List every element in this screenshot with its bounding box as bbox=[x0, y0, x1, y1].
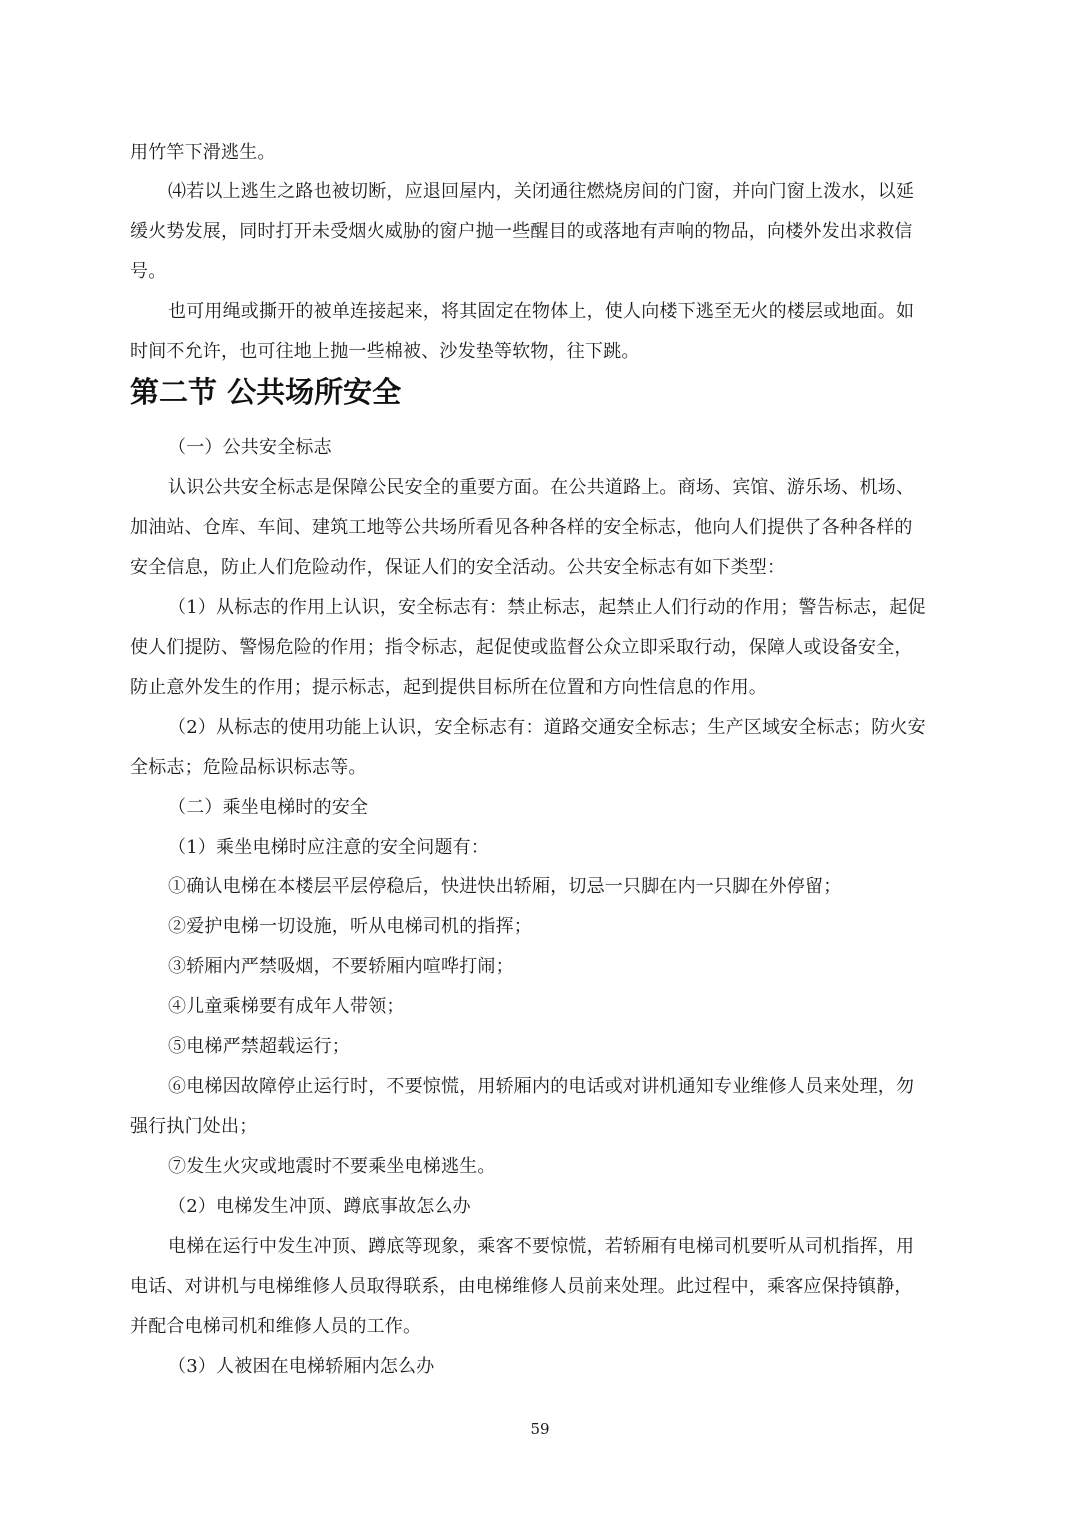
text-line: 号。 bbox=[130, 261, 167, 282]
subsection-heading: （一）公共安全标志 bbox=[168, 437, 332, 458]
list-item: ③轿厢内严禁吸烟，不要轿厢内喧哗打闹； bbox=[168, 956, 514, 977]
text-line: 电梯在运行中发生冲顶、蹲底等现象，乘客不要惊慌，若轿厢有电梯司机要听从司机指挥，用 bbox=[168, 1236, 915, 1257]
text-line: 并配合电梯司机和维修人员的工作。 bbox=[130, 1316, 422, 1337]
text-line: 缓火势发展，同时打开未受烟火威胁的窗户抛一些醒目的或落地有声响的物品，向楼外发出求救信 bbox=[130, 221, 913, 242]
page-number: 59 bbox=[530, 1420, 550, 1438]
text-line: 安全信息，防止人们危险动作，保证人们的安全活动。公共安全标志有如下类型： bbox=[130, 557, 786, 578]
text-line: （3）人被困在电梯轿厢内怎么办 bbox=[168, 1356, 435, 1377]
text-line: （2）从标志的使用功能上认识，安全标志有：道路交通安全标志；生产区域安全标志；防火安 bbox=[168, 717, 926, 738]
text-line: 认识公共安全标志是保障公民安全的重要方面。在公共道路上。商场、宾馆、游乐场、机场、 bbox=[168, 477, 915, 498]
text-line: 电话、对讲机与电梯维修人员取得联系，由电梯维修人员前来处理。此过程中，乘客应保持镇静， bbox=[130, 1276, 913, 1297]
section-heading: 第二节 公共场所安全 bbox=[130, 375, 402, 409]
list-item: ⑤电梯严禁超载运行； bbox=[168, 1036, 350, 1057]
text-line: （1）乘坐电梯时应注意的安全问题有： bbox=[168, 837, 490, 858]
text-line: 时间不允许，也可往地上抛一些棉被、沙发垫等软物，往下跳。 bbox=[130, 341, 640, 362]
list-item: ④儿童乘梯要有成年人带领； bbox=[168, 996, 405, 1017]
text-line: 用竹竿下滑逃生。 bbox=[130, 142, 276, 163]
text-line: 全标志；危险品标识标志等。 bbox=[130, 757, 367, 778]
list-item: ②爱护电梯一切设施，听从电梯司机的指挥； bbox=[168, 916, 532, 937]
text-line: ⑷若以上逃生之路也被切断，应退回屋内，关闭通往燃烧房间的门窗，并向门窗上泼水，以延 bbox=[168, 181, 915, 202]
text-line: 也可用绳或撕开的被单连接起来，将其固定在物体上，使人向楼下逃至无火的楼层或地面。如 bbox=[168, 301, 915, 322]
text-line: 加油站、仓库、车间、建筑工地等公共场所看见各种各样的安全标志，他向人们提供了各种各样的 bbox=[130, 517, 913, 538]
list-item: ①确认电梯在本楼层平层停稳后，快进快出轿厢，切忌一只脚在内一只脚在外停留； bbox=[168, 876, 842, 897]
text-line: 使人们提防、警惕危险的作用；指令标志，起促使或监督公众立即采取行动，保障人或设备安全， bbox=[130, 637, 913, 658]
text-line: （1）从标志的作用上认识，安全标志有：禁止标志，起禁止人们行动的作用；警告标志，起促 bbox=[168, 597, 926, 618]
text-line: 防止意外发生的作用；提示标志，起到提供目标所在位置和方向性信息的作用。 bbox=[130, 677, 767, 698]
text-line: （2）电梯发生冲顶、蹲底事故怎么办 bbox=[168, 1196, 471, 1217]
list-item: ⑥电梯因故障停止运行时，不要惊慌，用轿厢内的电话或对讲机通知专业维修人员来处理，勿 bbox=[168, 1076, 915, 1097]
text-line: 强行执门处出； bbox=[130, 1116, 258, 1137]
subsection-heading: （二）乘坐电梯时的安全 bbox=[168, 797, 369, 818]
list-item: ⑦发生火灾或地震时不要乘坐电梯逃生。 bbox=[168, 1156, 496, 1177]
